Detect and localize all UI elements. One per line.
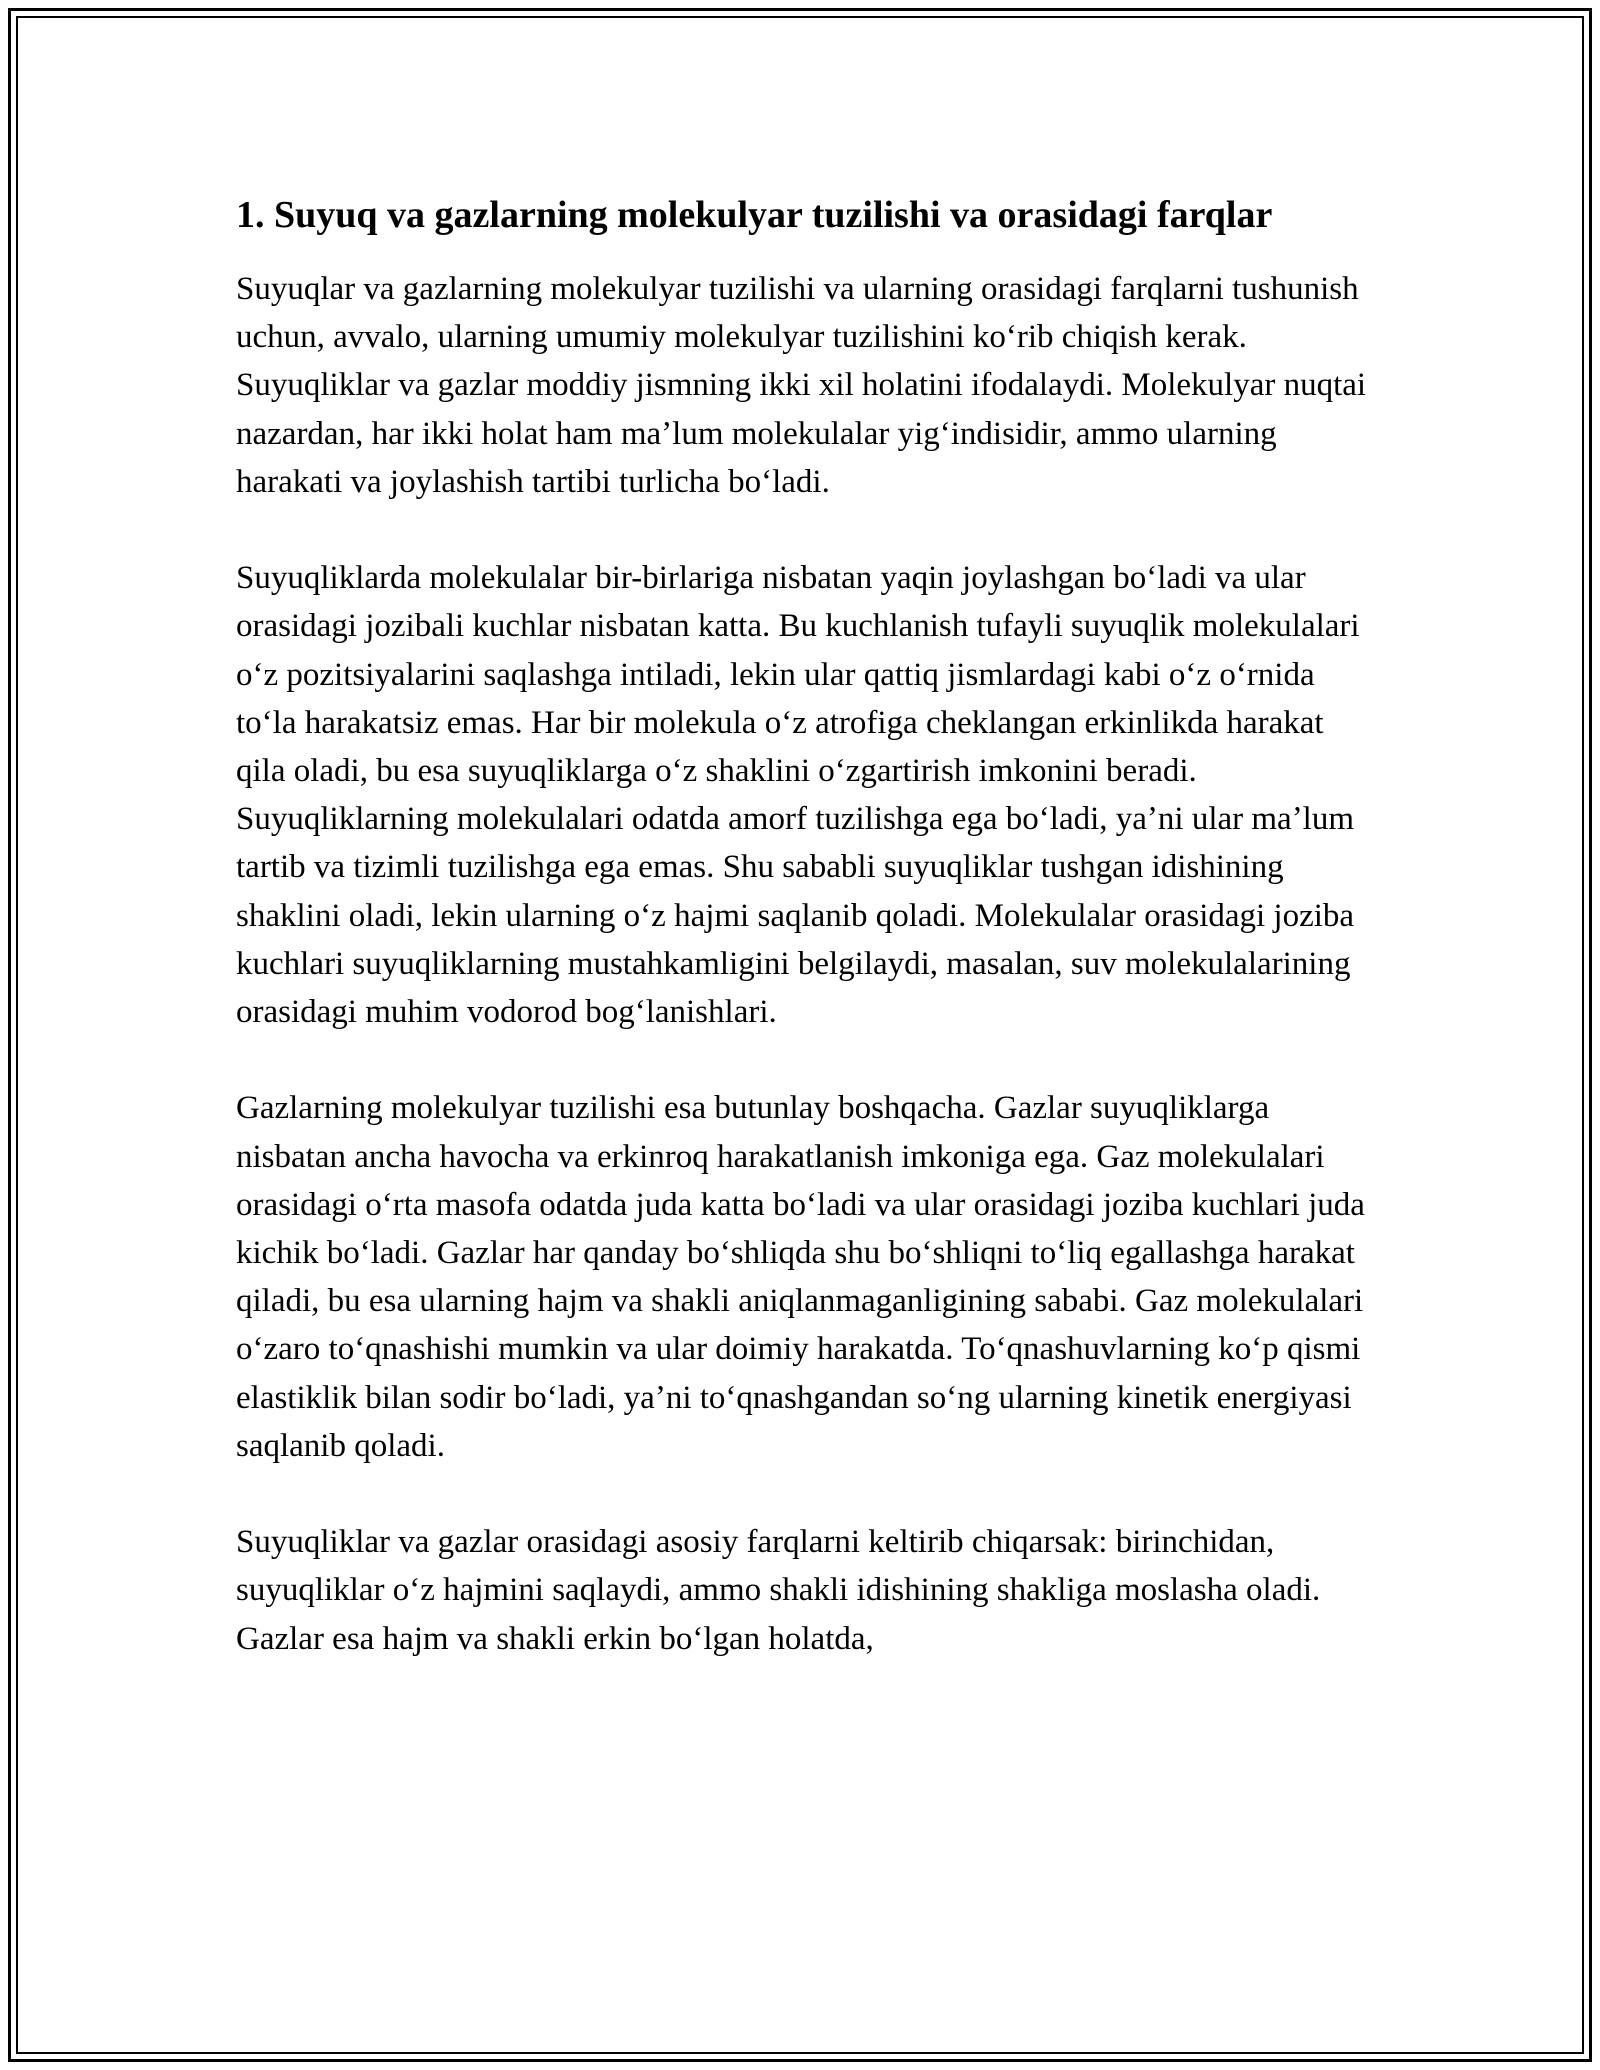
paragraph-3: Gazlarning molekulyar tuzilishi esa butunlay boshqacha. Gazlar suyuqliklarga nisbatan ancha havocha va erkinroq harakatlanish imkoniga ega. Gaz molekulalari orasidagi oʻrta masofa odatda juda katta boʻladi va ular orasidagi joziba kuchlari juda kichik boʻladi. Gazlar har qanday boʻshliqda shu boʻshliqni toʻliq egallashga harakat qiladi, bu esa ularning hajm va shakli aniqlanmaganligining sababi. Gaz molekulalari oʻzaro toʻqnashishi mumkin va ular doimiy harakatda. Toʻqnashuvlarning koʻp qismi elastiklik bilan sodir boʻladi, yaʼni toʻqnashgandan soʻng ularning kinetik energiyasi saqlanib qoladi. xyxy=(236,1090,1365,1464)
paragraph-1: Suyuqlar va gazlarning molekulyar tuzilishi va ularning orasidagi farqlarni tushunish uchun, avvalo, ularning umumiy molekulyar tuzilishini koʻrib chiqish kerak. Suyuqliklar va gazlar moddiy jismning ikki xil holatini ifodalaydi. Molekulyar nuqtai nazardan, har ikki holat ham maʼlum molekulalar yigʻindisidir, ammo ularning harakati va joylashish tartibi turlicha boʻladi. xyxy=(236,271,1367,500)
document-body xyxy=(236,188,1371,1711)
paragraph-2: Suyuqliklarda molekulalar bir-birlariga nisbatan yaqin joylashgan boʻladi va ular orasidagi jozibali kuchlar nisbatan katta. Bu kuchlanish tufayli suyuqlik molekulalari oʻz pozitsiyalarini saqlashga intiladi, lekin ular qattiq jismlardagi kabi oʻz oʻrnida toʻla harakatsiz emas. Har bir molekula oʻz atrofiga cheklangan erkinlikda harakat qila oladi, bu esa suyuqliklarga oʻz shaklini oʻzgartirish imkonini beradi. Suyuqliklarning molekulalari odatda amorf tuzilishga ega boʻladi, yaʼni ular maʼlum tartib va tizimli tuzilishga ega emas. Shu sababli suyuqliklar tushgan idishining shaklini oladi, lekin ularning oʻz hajmi saqlanib qoladi. Molekulalar orasidagi joziba kuchlari suyuqliklarning mustahkamligini belgilaydi, masalan, suv molekulalarining orasidagi muhim vodorod bogʻlanishlari. xyxy=(236,560,1360,1031)
section-heading: 1. Suyuq va gazlarning molekulyar tuzilishi va orasidagi farqlar xyxy=(236,194,1273,236)
paragraph-4: Suyuqliklar va gazlar orasidagi asosiy farqlarni keltirib chiqarsak: birinchidan, suyuqliklar oʻz hajmini saqlaydi, ammo shakli idishining shakliga moslasha oladi. Gazlar esa hajm va shakli erkin boʻlgan holatda, xyxy=(236,1524,1321,1657)
